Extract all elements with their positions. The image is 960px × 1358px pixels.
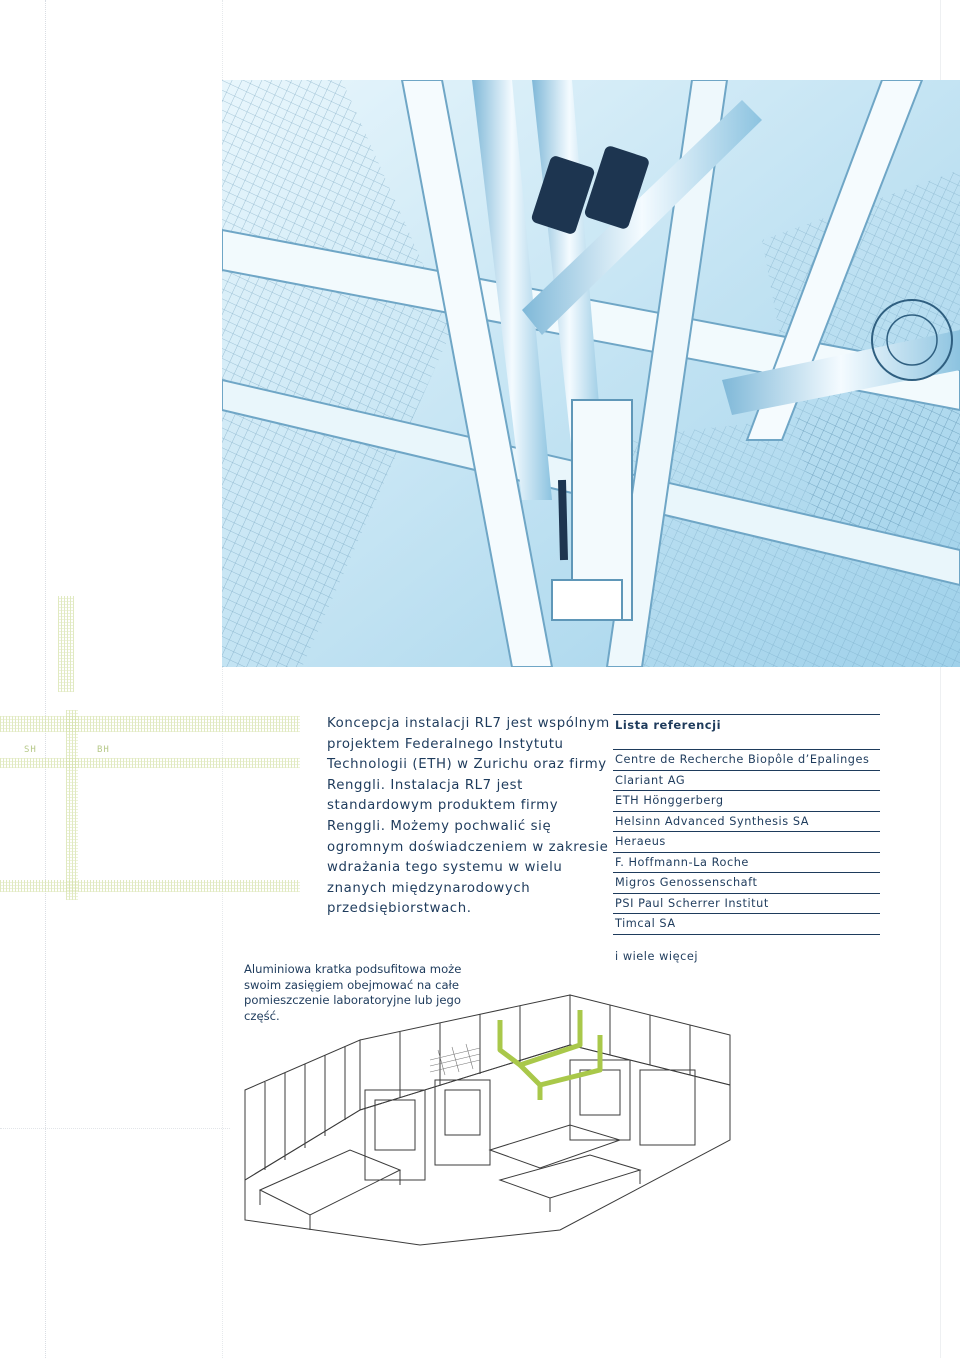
ornament-mark-right: BH	[97, 745, 110, 755]
ceiling-grid-photo	[222, 80, 960, 667]
lab-isometric-drawing	[240, 990, 740, 1250]
reference-items	[613, 749, 880, 935]
list-item: Timcal SA	[613, 913, 880, 935]
ornament-mark-left: SH	[24, 745, 37, 755]
list-item: PSI Paul Scherrer Institut	[613, 893, 880, 914]
list-item: Clariant AG	[613, 770, 880, 791]
reference-list-more: i wiele więcej	[615, 949, 699, 963]
drawing-caption: Aluminiowa kratka podsufitowa może swoim zasięgiem obejmować na całe pomieszczenie laboratoryjne lub jego część.	[244, 962, 462, 1023]
list-item: Centre de Recherche Biopôle d’Epalinges	[613, 749, 880, 770]
grid-guide	[45, 0, 46, 1358]
list-item: Helsinn Advanced Synthesis SA	[613, 811, 880, 832]
list-item: ETH Hönggerberg	[613, 790, 880, 811]
intro-paragraph: Koncepcja instalacji RL7 jest wspólnym projektem Federalnego Instytutu Technologii (ETH) w Zurichu oraz firmy Renggli. Instalacja RL7 jest standardowym produktem firmy Renggli. Możemy pochwalić się ogromnym doświadczeniem w zakresie wdrażania tego systemu w wielu znanych międzynarodowych przedsiębiorstwach.	[327, 716, 610, 917]
grid-guide	[0, 1128, 230, 1129]
list-item: Migros Genossenschaft	[613, 872, 880, 893]
reference-list-title: Lista referencji	[615, 718, 722, 732]
reference-list	[613, 714, 880, 963]
list-item: F. Hoffmann-La Roche	[613, 852, 880, 873]
list-item: Heraeus	[613, 831, 880, 852]
